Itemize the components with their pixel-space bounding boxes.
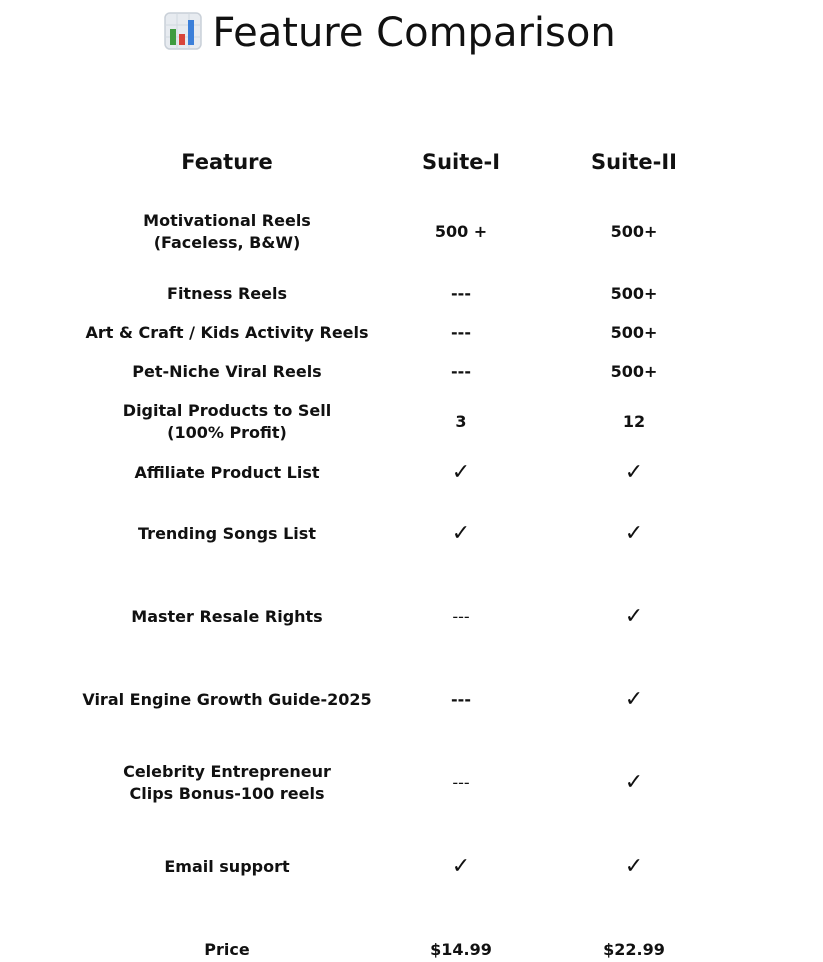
- price-label: Price: [204, 940, 250, 959]
- check-icon: ✓: [624, 687, 644, 712]
- check-icon: ✓: [451, 460, 471, 485]
- suite-2-value: 500+: [610, 323, 658, 342]
- table-row: [0, 688, 823, 712]
- suite-1-value: [381, 760, 541, 806]
- suite-2-value: 500+: [610, 284, 658, 303]
- table-row: [0, 605, 823, 629]
- feature-name: Celebrity Entrepreneur Clips Bonus-100 reels: [123, 762, 331, 803]
- feature-name: Art & Craft / Kids Activity Reels: [85, 323, 369, 342]
- suite-1-value: ---: [451, 323, 471, 342]
- check-icon: ✓: [451, 854, 471, 879]
- suite-2-value: 500+: [610, 362, 658, 381]
- feature-name: Fitness Reels: [167, 284, 287, 303]
- suite-2-price: $22.99: [603, 940, 665, 959]
- check-icon: ✓: [624, 770, 644, 795]
- column-header-feature: Feature: [181, 150, 273, 174]
- check-icon: ✓: [624, 604, 644, 629]
- suite-2-value: 500+: [610, 222, 658, 241]
- suite-2-value: 12: [622, 412, 646, 431]
- feature-name: Viral Engine Growth Guide-2025: [82, 690, 372, 709]
- table-row: [0, 197, 823, 267]
- bar-chart-icon: [164, 12, 202, 50]
- check-icon: ✓: [451, 521, 471, 546]
- feature-name: Motivational Reels (Faceless, B&W): [143, 211, 311, 252]
- check-icon: ✓: [624, 854, 644, 879]
- table-row: [0, 522, 823, 546]
- column-header-suite-1: Suite-I: [421, 150, 501, 174]
- table-row: [0, 321, 823, 345]
- feature-name: Master Resale Rights: [131, 607, 323, 626]
- page-title: [0, 10, 780, 56]
- table-row: [0, 360, 823, 384]
- table-row: [0, 760, 823, 806]
- suite-1-value: ---: [451, 690, 471, 709]
- feature-name: Email support: [164, 857, 290, 876]
- feature-name: Trending Songs List: [138, 524, 316, 543]
- check-icon: ✓: [624, 460, 644, 485]
- check-icon: ✓: [624, 521, 644, 546]
- feature-name: Pet-Niche Viral Reels: [132, 362, 322, 381]
- suite-1-value: 3: [455, 412, 467, 431]
- column-header-suite-2: Suite-II: [591, 150, 677, 174]
- dash-text: ---: [452, 607, 470, 626]
- price-row: [0, 938, 823, 962]
- suite-1-value: [381, 605, 541, 629]
- table-row: [0, 282, 823, 306]
- suite-1-value: 500 +: [434, 222, 488, 241]
- table-row: [0, 399, 823, 445]
- suite-1-price: $14.99: [430, 940, 492, 959]
- suite-1-value: ---: [451, 284, 471, 303]
- suite-1-value: ---: [451, 362, 471, 381]
- table-row: [0, 461, 823, 485]
- table-row: [0, 855, 823, 879]
- feature-name: Digital Products to Sell (100% Profit): [122, 401, 332, 442]
- feature-name: Affiliate Product List: [134, 463, 320, 482]
- page-title-text: Feature Comparison: [212, 10, 616, 56]
- dash-text: ---: [452, 773, 470, 792]
